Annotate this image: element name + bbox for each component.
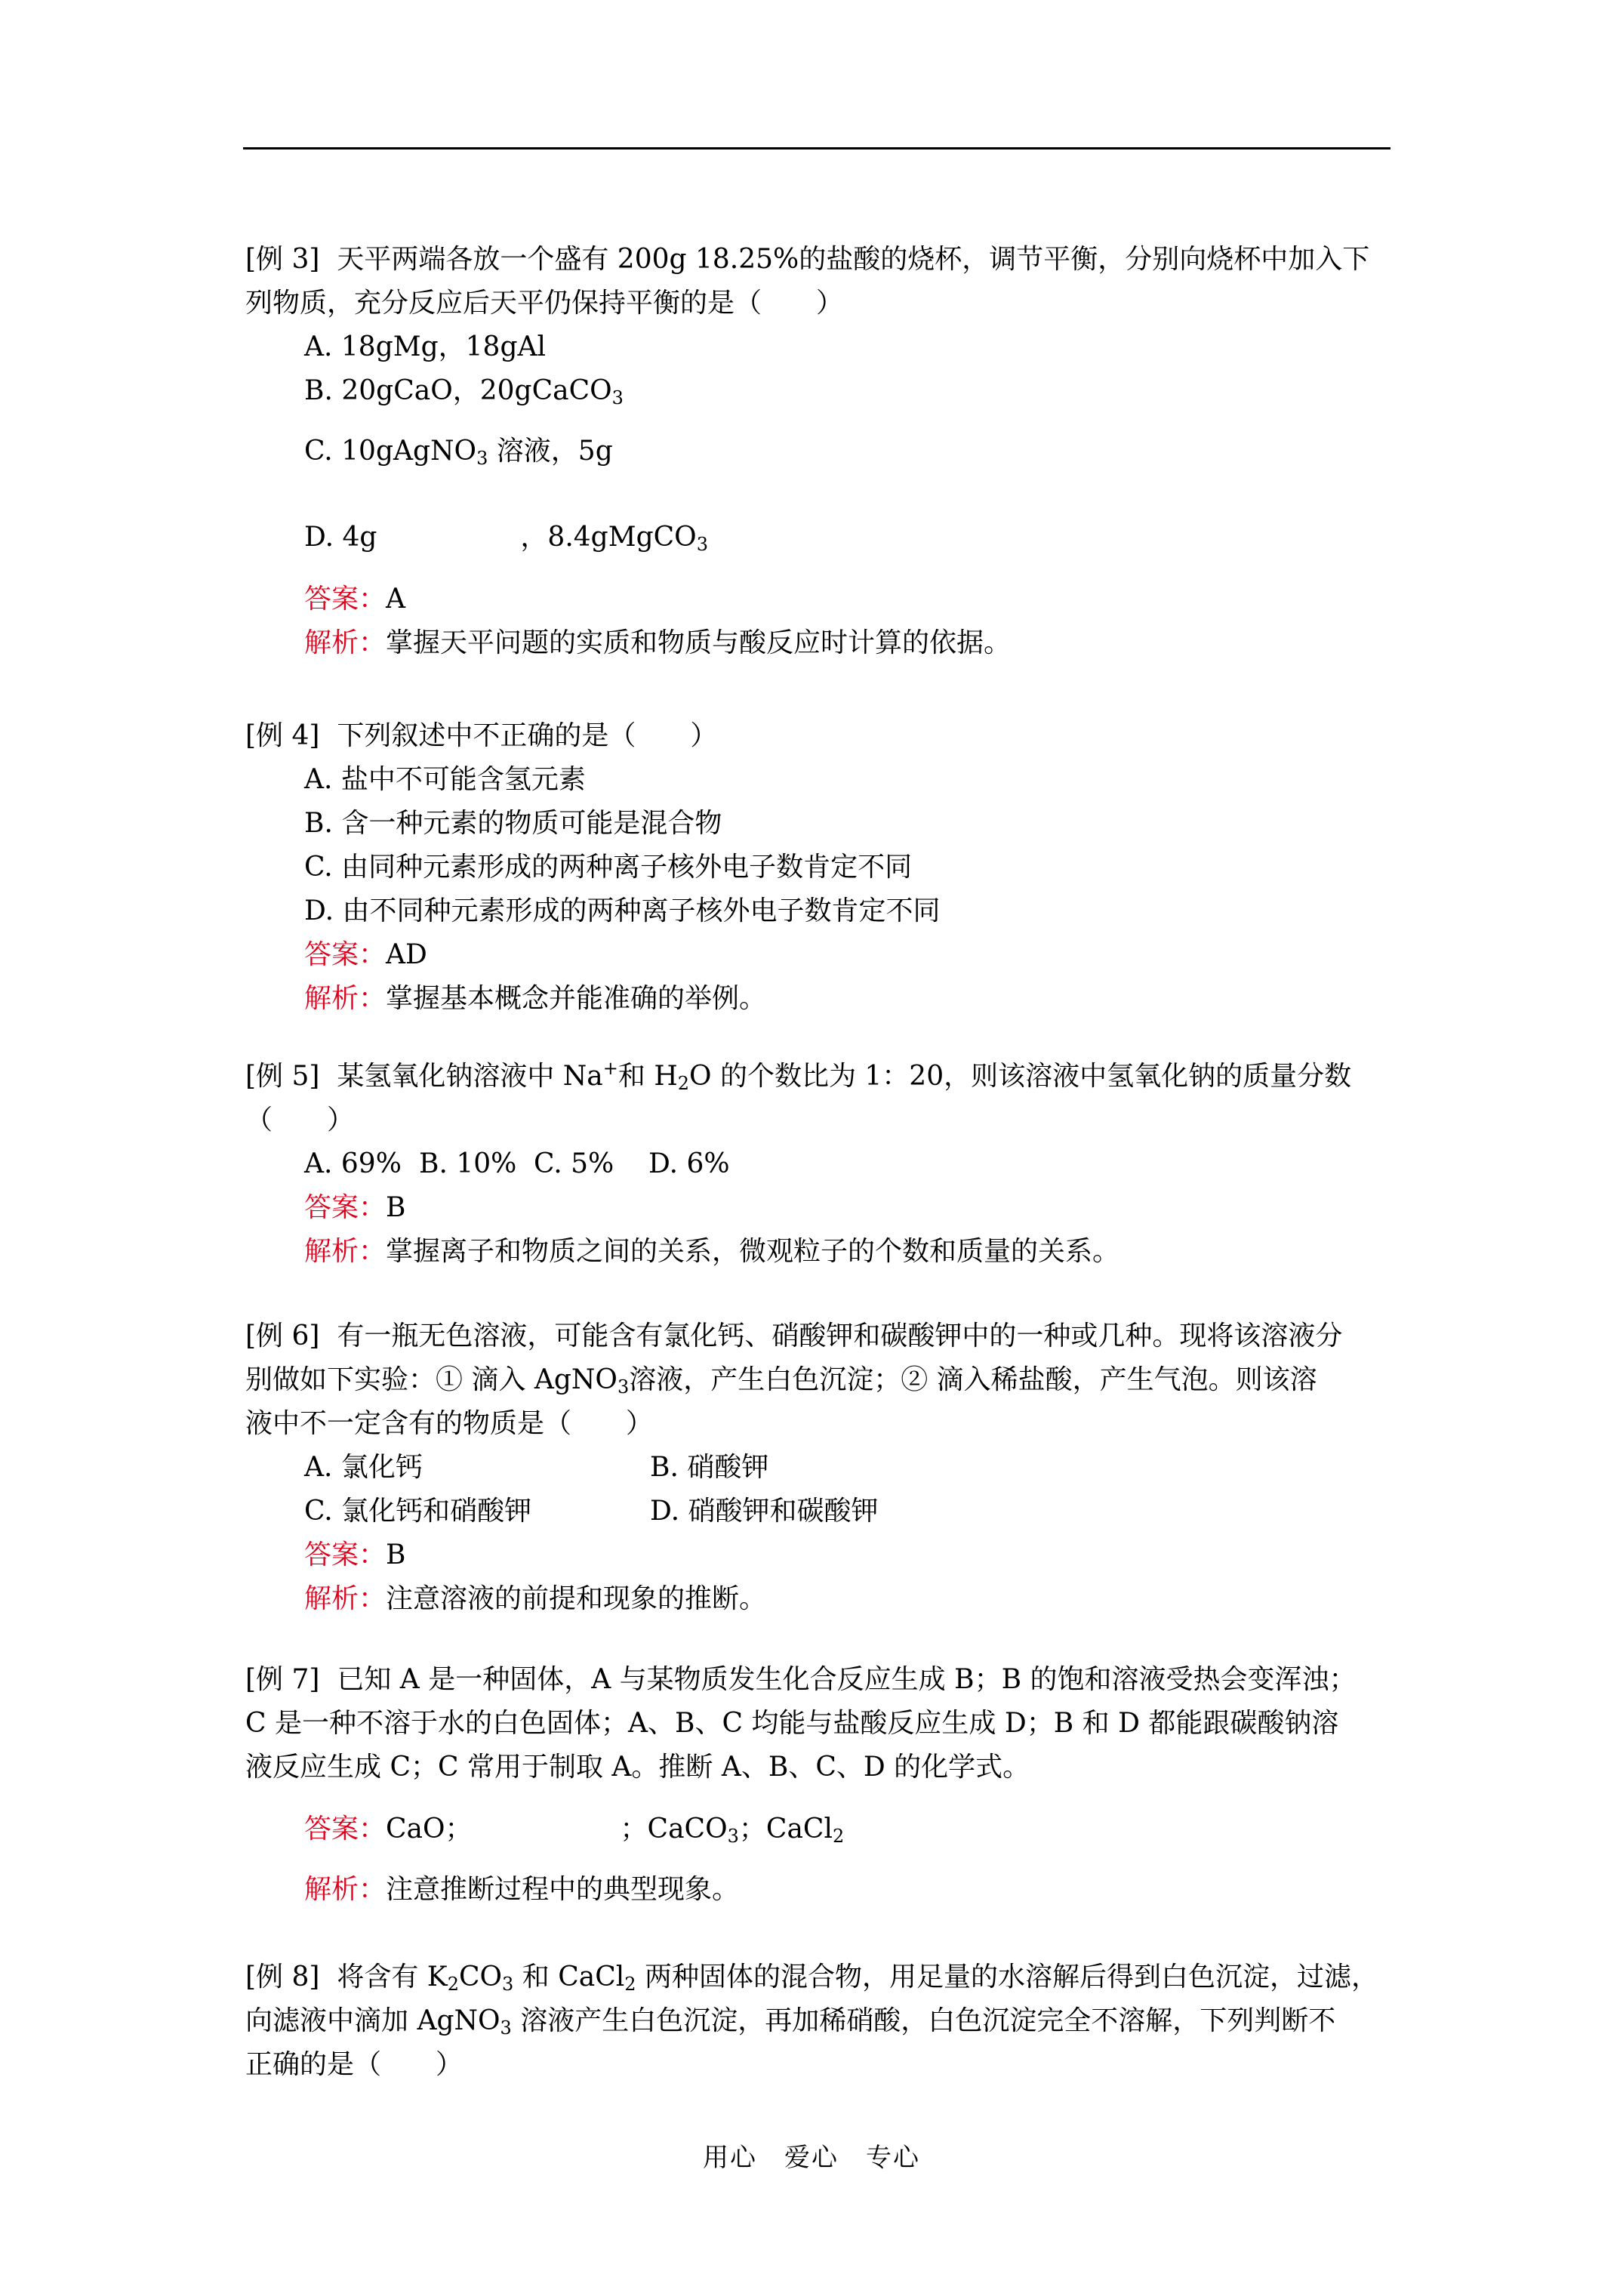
answer-label: 答案： [304, 584, 387, 615]
example-7 [245, 1658, 1393, 1912]
option-d: D. 4g ，8.4gMgCO$_3$ [304, 522, 708, 555]
explanation-label: 解析： [304, 1874, 387, 1905]
question-text: 天平两端各放一个盛有 200g 18.25%的盐酸的烧杯，调节平衡，分别向烧杯中加入下 [337, 244, 1370, 275]
question-line [245, 714, 1393, 758]
example-label: [例 4] [245, 720, 320, 751]
example-label: [例 6] [245, 1321, 320, 1351]
footer-text: 用心 [703, 2143, 757, 2173]
question-line: [例 5] 某氢氧化钠溶液中 Na+和 $H_2O$ 的个数比为 1：20，则该溶液中氢氧化钠的质量分数 [245, 1058, 1352, 1094]
explanation-text: 注意推断过程中的典型现象。 [386, 1874, 740, 1905]
explanation-text: 掌握天平问题的实质和物质与酸反应时计算的依据。 [386, 627, 1012, 658]
question-line [245, 1099, 1393, 1142]
answer-value: A [386, 584, 406, 615]
question-text: C 是一种不溶于水的白色固体；A、B、C 均能与盐酸反应生成 D；B 和 D 都能跟碳酸钠溶 [245, 1708, 1339, 1739]
question-text: 下列叙述中不正确的是（ ） [337, 720, 718, 751]
explanation-text: 注意溶液的前提和现象的推断。 [386, 1583, 767, 1614]
question-line [245, 1658, 1393, 1702]
question-line: 向滤液中滴加 AgNO$_3$ 溶液产生白色沉淀，再加稀硝酸，白色沉淀完全不溶解，下列判断不 [245, 2005, 1336, 2039]
option-c: C. 氯化钙和硝酸钾 [304, 1496, 532, 1527]
explanation-label: 解析： [304, 1583, 387, 1614]
option-c: C. 5% [534, 1148, 614, 1179]
answer-label: 答案： [304, 1814, 387, 1845]
answer-label: 答案： [304, 939, 387, 970]
explanation-label: 解析： [304, 983, 387, 1014]
footer-text: 专心 [866, 2143, 920, 2173]
explanation [304, 1230, 1393, 1274]
answer: 答案：CaO； ；CaCO$_3$；CaCl$_2$ [304, 1814, 845, 1847]
options-row [304, 1142, 1393, 1186]
option-a: A. 氯化钙 [304, 1452, 423, 1483]
answer-value: AD [386, 939, 427, 970]
question-line: 别做如下实验：① 滴入 AgNO$_3$溶液，产生白色沉淀；② 滴入稀盐酸，产生气泡。则该溶 [245, 1364, 1317, 1398]
question-text: 已知 A 是一种固体，A 与某物质发生化合反应生成 B；B 的饱和溶液受热会变浑浊； [337, 1664, 1357, 1695]
question-line [245, 238, 1393, 282]
example-label: [例 7] [245, 1664, 320, 1695]
example-8 [245, 1955, 1393, 2087]
answer-value: B [386, 1192, 406, 1223]
question-text: 有一瓶无色溶液，可能含有氯化钙、硝酸钾和碳酸钾中的一种或几种。现将该溶液分 [337, 1321, 1343, 1351]
question-line [245, 2043, 1393, 2087]
answer [304, 933, 1393, 977]
option-d: D. 硝酸钾和碳酸钾 [650, 1496, 879, 1527]
option-d: D. 6% [648, 1148, 730, 1179]
option-c: C. 由同种元素形成的两种离子核外电子数肯定不同 [304, 852, 913, 883]
example-label: [例 8] [245, 1962, 320, 1992]
explanation-text: 掌握离子和物质之间的关系，微观粒子的个数和质量的关系。 [386, 1236, 1120, 1267]
option-b: B. 20gCaO，20gCaCO$_3$ [304, 375, 624, 408]
example-label: [例 5] [245, 1061, 320, 1092]
answer-label: 答案： [304, 1539, 387, 1570]
answer-label: 答案： [304, 1192, 387, 1223]
option-a: A. 18gMg，18gAl [304, 331, 547, 362]
question-line: [例 8] 将含有 $K_2CO_3$ 和 CaCl$_2$ 两种固体的混合物，用足量的水溶解后得到白色沉淀，过滤， [245, 1962, 1379, 1995]
explanation-label: 解析： [304, 1236, 387, 1267]
options-row-1 [304, 1446, 1393, 1490]
question-line [245, 1314, 1393, 1358]
question-line [245, 1402, 1393, 1446]
question-text: 列物质，充分反应后天平仍保持平衡的是（ ） [245, 288, 844, 319]
answer [304, 578, 1393, 621]
option-b: B. 10% [419, 1148, 517, 1179]
explanation [304, 1868, 1393, 1912]
header-rule [243, 147, 1390, 149]
question-text: 液中不一定含有的物质是（ ） [245, 1408, 654, 1439]
explanation [304, 1577, 1393, 1621]
question-text: 正确的是（ ） [245, 2049, 463, 2080]
option-d: D. 由不同种元素形成的两种离子核外电子数肯定不同 [304, 895, 941, 926]
footer-text: 爱心 [784, 2143, 839, 2173]
explanation [304, 977, 1393, 1021]
option-b: B. 含一种元素的物质可能是混合物 [304, 808, 722, 839]
question-line [245, 1702, 1393, 1746]
example-3 [245, 238, 1393, 665]
option-a: A. 盐中不可能含氢元素 [304, 764, 586, 795]
explanation-label: 解析： [304, 627, 387, 658]
page-footer [0, 2137, 1623, 2174]
answer-value: B [386, 1539, 406, 1570]
option-a: A. 69% [304, 1148, 402, 1179]
question-text: 液反应生成 C；C 常用于制取 A。推断 A、B、C、D 的化学式。 [245, 1752, 1030, 1783]
example-label: [例 3] [245, 244, 320, 275]
question-line [245, 1746, 1393, 1789]
example-4 [245, 714, 1393, 1021]
option-b: B. 硝酸钾 [650, 1452, 769, 1483]
question-text: （ ） [245, 1105, 355, 1136]
explanation-text: 掌握基本概念并能准确的举例。 [386, 983, 767, 1014]
explanation [304, 621, 1393, 665]
answer [304, 1186, 1393, 1230]
example-5 [245, 1055, 1393, 1274]
question-line [245, 282, 1393, 325]
options-row-2 [304, 1490, 1393, 1533]
answer [304, 1533, 1393, 1577]
option-c: C. 10gAgNO$_3$ 溶液，5g [304, 436, 613, 469]
example-6 [245, 1314, 1393, 1621]
